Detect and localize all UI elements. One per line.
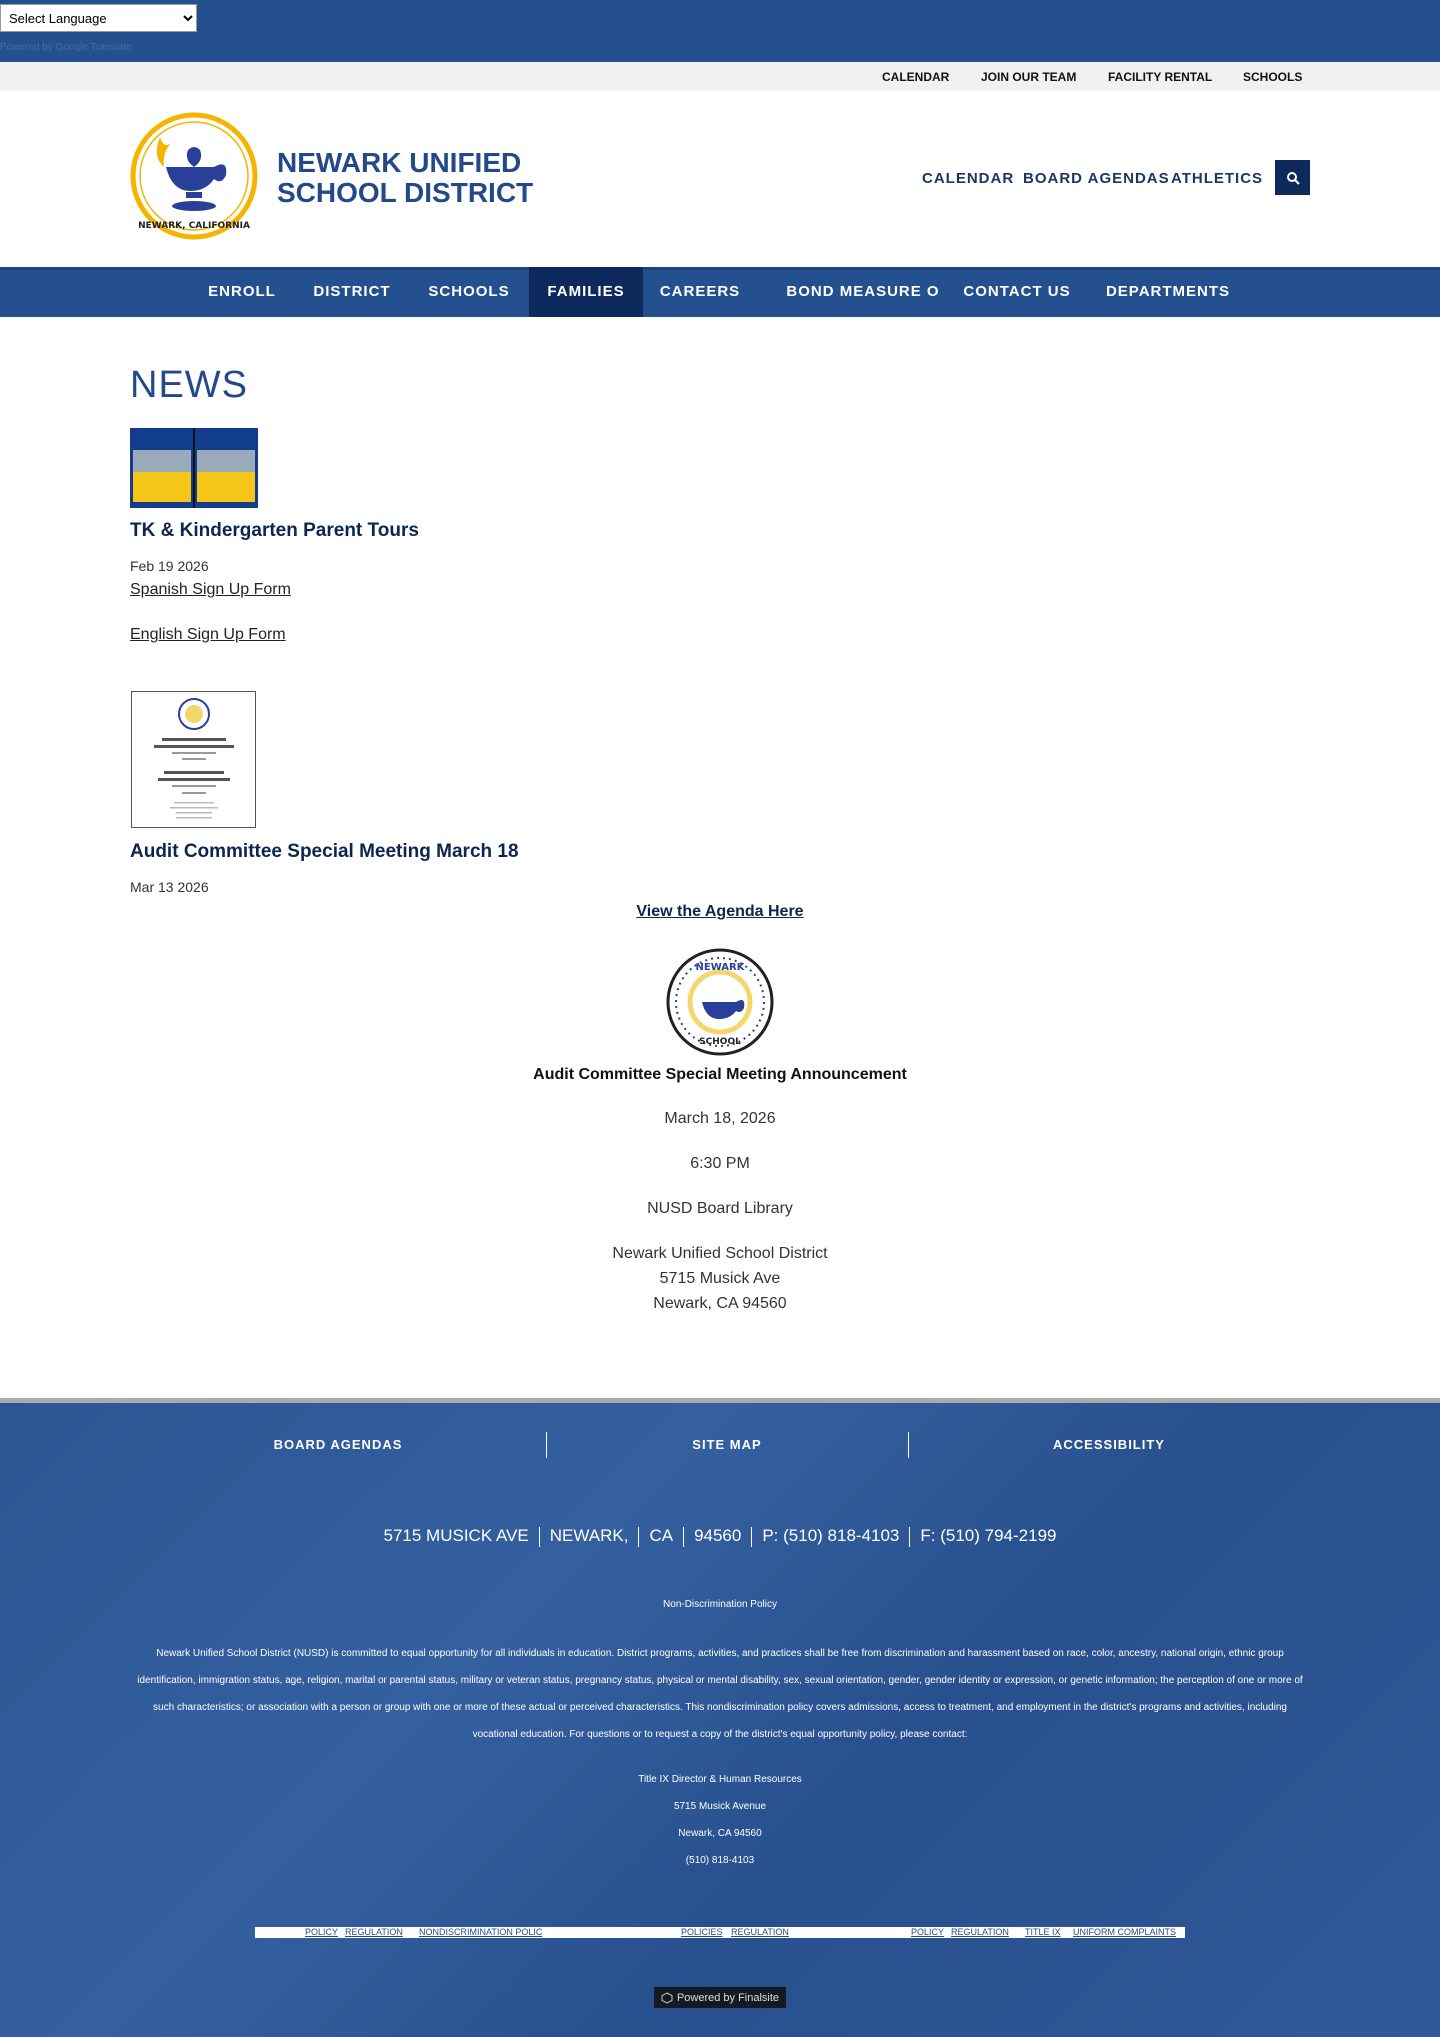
google-translate-credit: Powered by Google Translate (0, 42, 132, 53)
policy-link[interactable]: POLICY (911, 1927, 945, 1937)
policy-link[interactable]: POLICY (305, 1927, 339, 1937)
contact-line: Newark, CA 94560 (678, 1828, 762, 1839)
svg-text:NEWARK, CALIFORNIA: NEWARK, CALIFORNIA (138, 221, 250, 231)
regulation-link[interactable]: REGULATION (731, 1927, 789, 1937)
announcement-address-line: Newark, CA 94560 (653, 1295, 787, 1312)
regulation-link[interactable]: REGULATION (951, 1927, 1009, 1937)
header-calendar-link[interactable]: CALENDAR (922, 170, 1015, 187)
address-street: 5715 MUSICK AVE (383, 1526, 529, 1545)
site-title-line1: NEWARK UNIFIED (277, 147, 522, 178)
announcement-date: March 18, 2026 (664, 1110, 776, 1127)
svg-text:NEWARK: NEWARK (695, 962, 745, 973)
address-phone: P: (510) 818-4103 (762, 1526, 900, 1545)
tk-parent-tours-thumbnail[interactable] (130, 428, 258, 508)
view-agenda-link[interactable]: View the Agenda Here (636, 903, 804, 920)
language-select[interactable] (0, 4, 197, 32)
footer-site-map-link[interactable]: SITE MAP (692, 1437, 762, 1452)
footer-divider (546, 1432, 547, 1458)
address-fax: F: (510) 794-2199 (920, 1526, 1057, 1545)
news-heading: NEWS (130, 364, 248, 406)
announcement-location: NUSD Board Library (647, 1200, 793, 1217)
footer-divider (908, 1432, 909, 1458)
news-title[interactable]: TK & Kindergarten Parent Tours (130, 520, 419, 541)
header-board-agendas-link[interactable]: BOARD AGENDAS (1023, 170, 1170, 187)
audit-meeting-thumbnail[interactable] (131, 691, 256, 828)
search-button[interactable] (1275, 160, 1310, 195)
util-join-our-team-link[interactable]: JOIN OUR TEAM (981, 70, 1077, 84)
contact-line: 5715 Musick Avenue (673, 1801, 767, 1812)
non-discrimination-text: Newark Unified School District (NUSD) is committed to equal opportunity for all individuals in education. District programs, activities, and practices shall be free from discrimination and harassment based on race, color, ancestry, national origin, ethnic group identification, immigration status, age, religion, marital or parental status, military or veteran status, pregnancy status, physical or mental disability, sex, sexual orientation, gender, gender identity or expression, or genetic information; the perception of one or more of such characteristics; or association with a person or group with one or more of these actual or perceived characteristics. This nondiscrimination policy covers admissions, access to treatment, and employment in the district's programs and activities, including vocational education. For questions or to request a copy of the district's equal opportunity policy, please contact: (137, 1648, 1303, 1740)
site-title[interactable] (277, 148, 533, 208)
policy-links-bar (255, 1927, 1185, 1938)
nav-enroll[interactable]: ENROLL (208, 283, 276, 300)
announcement-address-line: Newark Unified School District (612, 1245, 828, 1262)
uniform-complaints-link[interactable]: UNIFORM COMPLAINTS (1073, 1927, 1177, 1937)
address-city: NEWARK, (549, 1526, 629, 1545)
policies-link[interactable]: POLICIES (681, 1927, 723, 1937)
site-title-line2: SCHOOL DISTRICT (277, 177, 534, 208)
english-sign-up-link[interactable]: English Sign Up Form (130, 626, 286, 643)
finalsite-icon (661, 1992, 673, 2004)
announcement-address-line: 5715 Musick Ave (659, 1270, 781, 1287)
powered-by-text: Powered by Finalsite (676, 1991, 780, 2004)
nav-contact-us[interactable]: CONTACT US (963, 283, 1071, 300)
svg-text:SCHOOL: SCHOOL (699, 1037, 741, 1047)
header-athletics-link[interactable]: ATHLETICS (1171, 170, 1264, 187)
news-date: Mar 13 2026 (130, 879, 209, 895)
util-facility-rental-link[interactable]: FACILITY RENTAL (1108, 70, 1213, 84)
nav-families[interactable]: FAMILIES (529, 267, 643, 317)
regulation-link[interactable]: REGULATION (345, 1927, 403, 1937)
spanish-sign-up-link[interactable]: Spanish Sign Up Form (130, 581, 291, 598)
nav-careers[interactable]: CAREERS (659, 283, 741, 300)
footer-board-agendas-link[interactable]: BOARD AGENDAS (273, 1437, 403, 1452)
district-seal (666, 948, 774, 1056)
nav-schools[interactable]: SCHOOLS (428, 283, 510, 300)
nav-district[interactable]: DISTRICT (313, 283, 391, 300)
news-title[interactable]: Audit Committee Special Meeting March 18 (130, 841, 519, 862)
util-schools-link[interactable]: SCHOOLS (1243, 70, 1303, 84)
search-icon (1286, 171, 1300, 185)
non-discrimination-title: Non-Discrimination Policy (663, 1599, 777, 1610)
translate-bar (0, 0, 1440, 62)
district-logo[interactable] (130, 112, 258, 240)
address-zip: 94560 (694, 1526, 742, 1545)
nav-bond-measure-o[interactable]: BOND MEASURE O (786, 283, 940, 300)
footer-accessibility-link[interactable]: ACCESSIBILITY (1053, 1437, 1165, 1452)
address-state: CA (649, 1526, 674, 1545)
announcement-time: 6:30 PM (690, 1155, 750, 1172)
nondiscrimination-policy-link[interactable]: NONDISCRIMINATION POLIC (419, 1927, 543, 1937)
nav-departments[interactable]: DEPARTMENTS (1105, 283, 1231, 300)
utility-bar (0, 62, 1440, 91)
contact-line: (510) 818-4103 (685, 1855, 755, 1866)
powered-by-finalsite-badge[interactable] (654, 1987, 786, 2008)
contact-line: Title IX Director & Human Resources (638, 1774, 802, 1785)
title-ix-link[interactable]: TITLE IX (1025, 1927, 1061, 1937)
util-calendar-link[interactable]: CALENDAR (882, 70, 950, 84)
announcement-title: Audit Committee Special Meeting Announcement (533, 1066, 907, 1083)
footer-address (0, 1526, 1440, 1547)
news-date: Feb 19 2026 (130, 558, 209, 574)
